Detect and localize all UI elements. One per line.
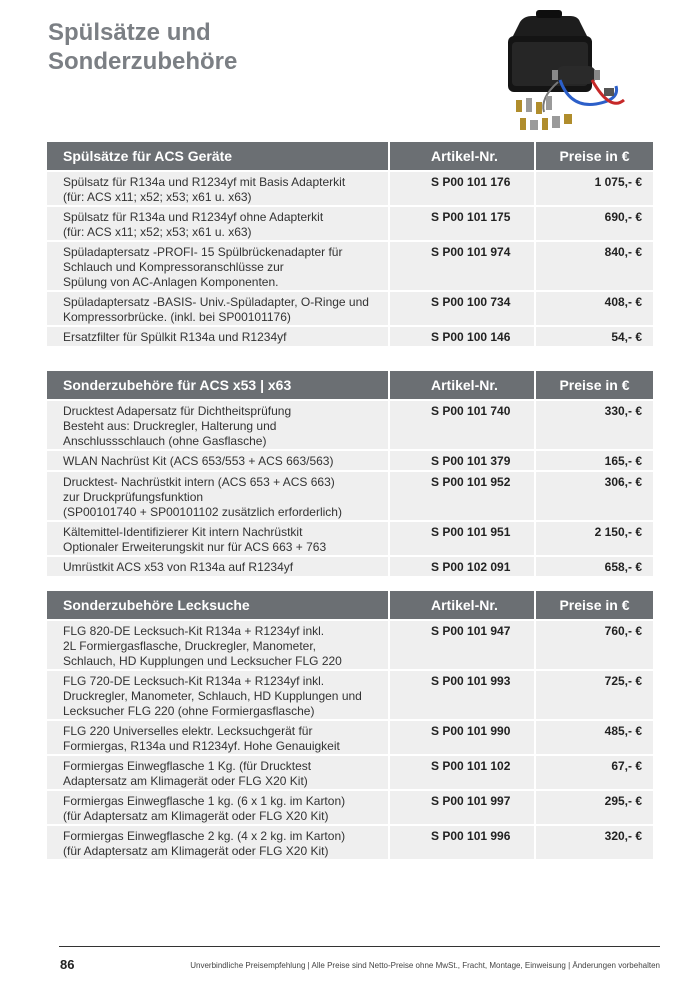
article-number: S P00 100 734 [388, 292, 534, 325]
page-title-line2: Sonderzubehöre [48, 48, 238, 75]
item-description: Drucktest- Nachrüstkit intern (ACS 653 + ACS 663) zur Druckprüfungsfunktion (SP00101740 + SP00101102 zusätzlich erforderlich) [63, 475, 342, 519]
item-description: FLG 220 Universelles elektr. Lecksuchgerät für Formiergas, R134a und R1234yf. Hohe Genauigkeit [63, 724, 340, 753]
item-description: Kältemittel-Identifizierer Kit intern Nachrüstkit Optionaler Erweiterungskit nur für ACS 663 + 763 [63, 525, 327, 554]
table-row [47, 721, 653, 754]
price-column-header: Preise in € [534, 142, 653, 170]
item-description: FLG 720-DE Lecksuch-Kit R134a + R1234yf inkl. Druckregler, Manometer, Schlauch, HD Kupplungen und Lecksucher FLG 220 (ohne Formiergasflasche) [63, 674, 362, 718]
table-row [47, 327, 653, 346]
price: 54,- € [534, 327, 653, 346]
page-number: 86 [60, 957, 75, 972]
section-header [47, 371, 653, 399]
footer-divider [59, 946, 660, 947]
article-number: S P00 101 996 [388, 826, 534, 859]
table-row [47, 401, 653, 449]
item-description: Spülsatz für R134a und R1234yf ohne Adapterkit (für: ACS x11; x52; x53; x61 u. x63) [63, 210, 324, 239]
section-title: Spülsätze für ACS Geräte [63, 148, 233, 164]
price: 408,- € [534, 292, 653, 325]
price: 690,- € [534, 207, 653, 240]
item-description: Umrüstkit ACS x53 von R134a auf R1234yf [63, 560, 294, 574]
article-number: S P00 101 379 [388, 451, 534, 470]
flush-kit-product-image [500, 8, 640, 136]
table-row [47, 671, 653, 719]
page-title-line1: Spülsätze und [48, 19, 211, 46]
price: 658,- € [534, 557, 653, 576]
table-row [47, 292, 653, 325]
price: 725,- € [534, 671, 653, 719]
section-leak-detection [47, 591, 653, 859]
article-number: S P00 101 951 [388, 522, 534, 555]
price: 67,- € [534, 756, 653, 789]
table-row [47, 472, 653, 520]
item-description: Ersatzfilter für Spülkit R134a und R1234yf [63, 330, 287, 344]
section-flush-kits [47, 142, 653, 346]
table-row [47, 242, 653, 290]
article-number: S P00 101 997 [388, 791, 534, 824]
table-row [47, 826, 653, 859]
item-description: Spülsatz für R134a und R1234yf mit Basis Adapterkit (für: ACS x11; x52; x53; x61 u. x63) [63, 175, 346, 204]
article-number: S P00 101 952 [388, 472, 534, 520]
price: 320,- € [534, 826, 653, 859]
item-description: Formiergas Einwegflasche 2 kg. (4 x 2 kg. im Karton) (für Adaptersatz am Klimagerät oder FLG X20 Kit) [63, 829, 346, 858]
item-description: Formiergas Einwegflasche 1 Kg. (für Drucktest Adaptersatz am Klimagerät oder FLG X20 Kit) [63, 759, 312, 788]
section-acs-accessories [47, 371, 653, 576]
article-number: S P00 100 146 [388, 327, 534, 346]
section-title: Sonderzubehöre für ACS x53 | x63 [63, 377, 292, 393]
page-title [48, 18, 237, 76]
article-number: S P00 102 091 [388, 557, 534, 576]
price-column-header: Preise in € [534, 591, 653, 619]
table-row [47, 756, 653, 789]
table-row [47, 172, 653, 205]
section-header [47, 142, 653, 170]
price: 760,- € [534, 621, 653, 669]
price: 840,- € [534, 242, 653, 290]
price: 306,- € [534, 472, 653, 520]
item-description: Formiergas Einwegflasche 1 kg. (6 x 1 kg. im Karton) (für Adaptersatz am Klimagerät oder FLG X20 Kit) [63, 794, 346, 823]
article-number: S P00 101 740 [388, 401, 534, 449]
price: 485,- € [534, 721, 653, 754]
article-number: S P00 101 175 [388, 207, 534, 240]
table-row [47, 451, 653, 470]
price: 330,- € [534, 401, 653, 449]
item-description: Drucktest Adapersatz für Dichtheitsprüfung Besteht aus: Druckregler, Halterung und Anschlussschlauch (ohne Gasflasche) [63, 404, 292, 448]
item-description: Spüladaptersatz -PROFI- 15 Spülbrückenadapter für Schlauch und Kompressoranschlüsse zur Spülung von AC-Anlagen Komponenten. [63, 245, 343, 289]
article-column-header: Artikel-Nr. [388, 142, 534, 170]
section-header [47, 591, 653, 619]
article-column-header: Artikel-Nr. [388, 591, 534, 619]
price-column-header: Preise in € [534, 371, 653, 399]
table-row [47, 207, 653, 240]
section-title: Sonderzubehöre Lecksuche [63, 597, 250, 613]
table-row [47, 621, 653, 669]
item-description: Spüladaptersatz -BASIS- Univ.-Spüladapter, O-Ringe und Kompressorbrücke. (inkl. bei SP00101176) [63, 295, 369, 324]
price: 1 075,- € [534, 172, 653, 205]
table-row [47, 522, 653, 555]
article-number: S P00 101 993 [388, 671, 534, 719]
table-row [47, 557, 653, 576]
article-number: S P00 101 947 [388, 621, 534, 669]
article-number: S P00 101 102 [388, 756, 534, 789]
item-description: FLG 820-DE Lecksuch-Kit R134a + R1234yf inkl. 2L Formiergasflasche, Druckregler, Manometer, Schlauch, HD Kupplungen und Lecksucher FLG 220 [63, 624, 342, 668]
price: 165,- € [534, 451, 653, 470]
article-column-header: Artikel-Nr. [388, 371, 534, 399]
price: 2 150,- € [534, 522, 653, 555]
article-number: S P00 101 176 [388, 172, 534, 205]
item-description: WLAN Nachrüst Kit (ACS 653/553 + ACS 663/563) [63, 454, 334, 468]
price-disclaimer: Unverbindliche Preisempfehlung | Alle Preise sind Netto-Preise ohne MwSt., Fracht, Montage, Einweisung | Änderungen vorbehalten [190, 961, 660, 970]
article-number: S P00 101 990 [388, 721, 534, 754]
price: 295,- € [534, 791, 653, 824]
article-number: S P00 101 974 [388, 242, 534, 290]
table-row [47, 791, 653, 824]
